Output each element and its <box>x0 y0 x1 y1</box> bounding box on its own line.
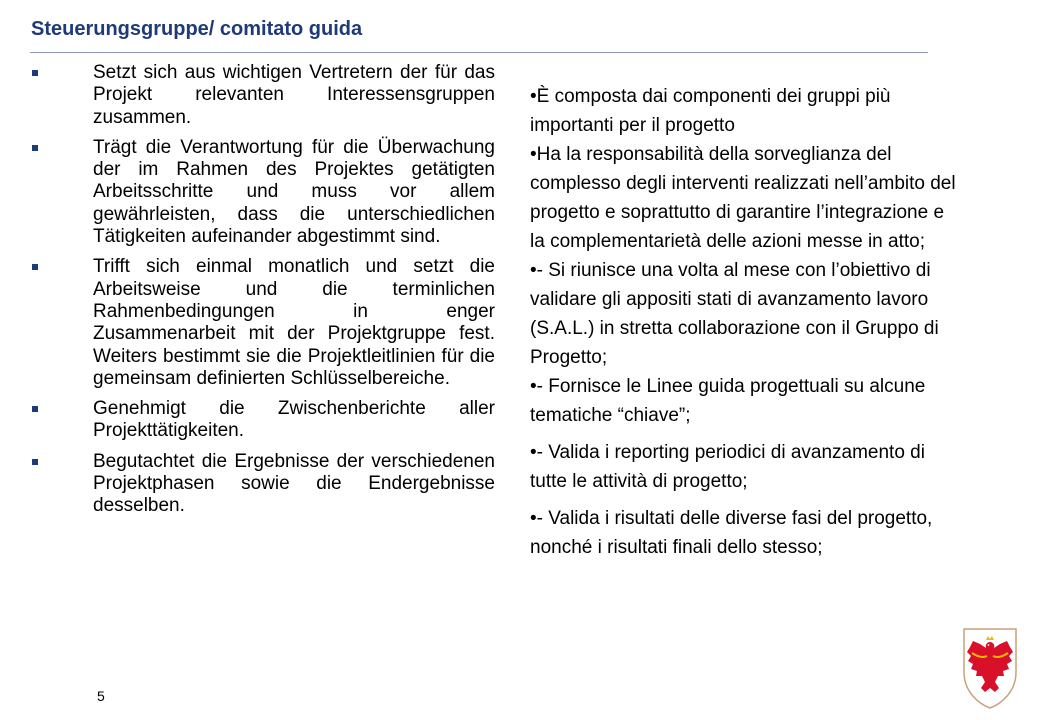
list-item: •- Valida i risultati delle diverse fasi del progetto, nonché i risultati finali dello stesso; <box>530 508 933 558</box>
list-item: •È composta dai componenti dei gruppi più importanti per il progetto <box>530 86 891 136</box>
list-item <box>30 62 495 129</box>
list-item: •- Si riunisce una volta al mese con l’obiettivo di validare gli appositi stati di avanzamento lavoro (S.A.L.) in stretta collaborazione con il Gruppo di Progetto; <box>530 260 939 368</box>
square-bullet-icon <box>32 70 38 76</box>
square-bullet-icon <box>32 145 38 151</box>
right-column-italian <box>530 82 958 562</box>
page-number: 5 <box>97 688 105 704</box>
coat-of-arms-eagle-icon <box>961 626 1019 710</box>
list-item-text: Setzt sich aus wichtigen Vertretern der für das Projekt relevanten Interessensgruppen zusammen. <box>93 62 495 128</box>
list-item <box>30 398 495 443</box>
left-column-german <box>30 62 495 526</box>
list-item-text: Genehmigt die Zwischenberichte aller Projekttätigkeiten. <box>93 398 495 442</box>
list-item <box>30 137 495 248</box>
square-bullet-icon <box>32 406 38 412</box>
slide-title: Steuerungsgruppe/ comitato guida <box>31 18 363 40</box>
title-divider <box>30 52 928 53</box>
list-item-text: Trägt die Verantwortung für die Überwachung der im Rahmen des Projektes getätigten Arbeitsschritte und muss vor allem gewährleisten, dass die unterschiedlichen Tätigkeiten aufeinander abgestimmt sind. <box>93 136 495 248</box>
list-item: •Ha la responsabilità della sorveglianza del complesso degli interventi realizzati nell’ambito del progetto e soprattutto di garantire l’integrazione e la complementarietà delle azioni messe in atto; <box>530 144 956 252</box>
list-item <box>30 256 495 390</box>
list-item <box>30 451 495 518</box>
square-bullet-icon <box>32 264 38 270</box>
square-bullet-icon <box>32 459 38 465</box>
list-item: •- Valida i reporting periodici di avanzamento di tutte le attività di progetto; <box>530 442 925 492</box>
list-item-text: Trifft sich einmal monatlich und setzt die Arbeitsweise und die terminlichen Rahmenbedingungen in enger Zusammenarbeit mit der Projektgruppe fest. Weiters bestimmt sie die Projektleitlinien für die gemeinsam definierten Schlüsselbereiche. <box>93 256 495 389</box>
list-item-text: Begutachtet die Ergebnisse der verschiedenen Projektphasen sowie die Endergebnisse desselben. <box>93 450 495 517</box>
list-item: •- Fornisce le Linee guida progettuali su alcune tematiche “chiave”; <box>530 376 926 426</box>
